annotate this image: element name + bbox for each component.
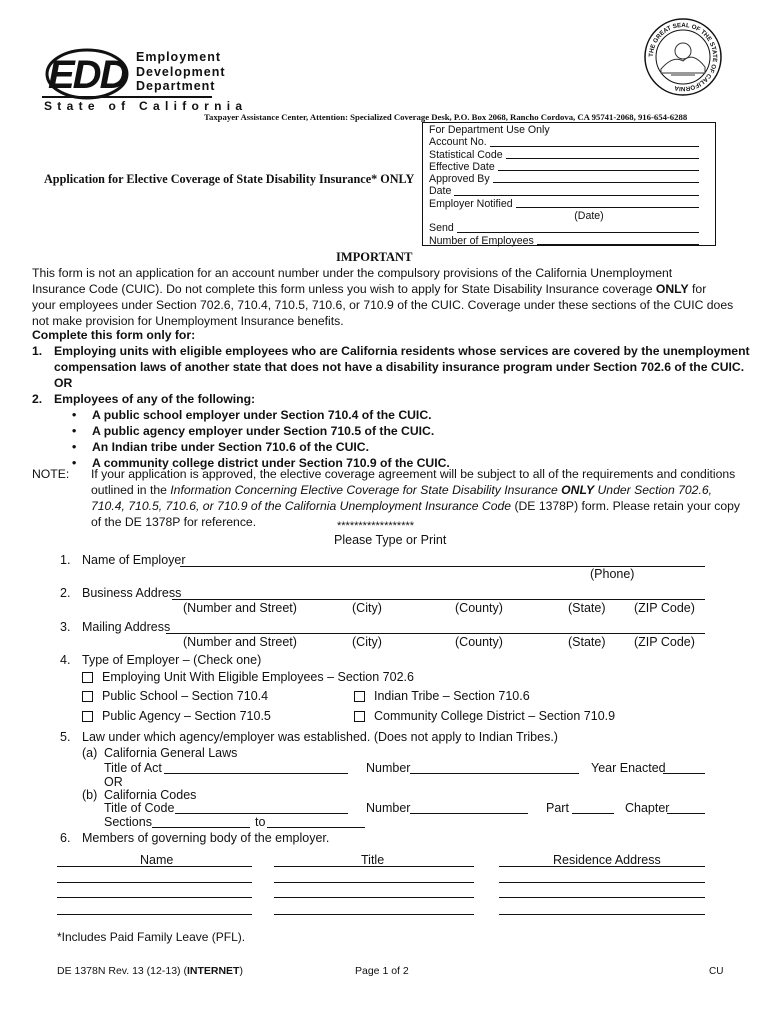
account-no-label: Account No. [429,136,487,149]
important-line-2 [32,281,752,297]
note-l2b: Information Concerning Elective Coverage for State Disability Insurance [170,483,562,497]
q2-caption-city: (City) [352,601,382,615]
q5-a-label: California General Laws [104,746,238,760]
member-name-field[interactable] [57,866,252,867]
q3-number: 3. [60,620,71,634]
approved-by-field[interactable] [493,173,699,183]
option-employing-unit: Employing Unit With Eligible Employees – Section 702.6 [102,670,414,684]
important-only: ONLY [655,282,689,296]
q1-label: Name of Employer [82,553,186,567]
chapter-field[interactable] [667,813,705,814]
q6-label: Members of governing body of the employer. [82,831,330,845]
footer-code: CU [709,966,724,977]
q3-caption-county: (County) [455,635,503,649]
member-name-field[interactable] [57,914,252,915]
number-of-employees-label: Number of Employees [429,234,534,247]
item-1-line-1: Employing units with eligible employees who are California residents whose services are covered by the unemployment [54,344,750,358]
employer-notified-row [429,198,709,210]
code-number-label: Number [366,801,411,815]
q5-label: Law under which agency/employer was established. (Does not apply to Indian Tribes.) [82,730,558,744]
q3-caption-zip: (ZIP Code) [634,635,695,649]
note-line-4: of the DE 1378P for reference. [91,515,257,529]
q3-caption-street: (Number and Street) [183,635,297,649]
state-seal [643,17,723,97]
dept-line-3: Department [136,79,216,93]
part-label: Part [546,801,569,815]
account-no-row [429,136,709,148]
note-line-1 [32,466,762,482]
note-l3b: (DE 1378P) form. Please retain your copy [511,499,741,513]
checkbox-public-agency[interactable] [82,711,93,722]
employer-notified-field[interactable] [516,198,699,208]
member-title-field[interactable] [274,914,474,915]
title-of-code-label: Title of Code [104,801,175,815]
q5-or: OR [104,775,123,789]
state-rule [42,96,212,98]
important-line-2-text: Insurance Code (CUIC). Do not complete this form unless you wish to apply for State Disability Insurance coverage [32,282,656,296]
footnote: *Includes Paid Family Leave (PFL). [57,930,246,944]
option-indian-tribe: Indian Tribe – Section 710.6 [374,689,530,703]
bullet-icon: • [72,424,77,438]
act-number-field[interactable] [410,773,579,774]
important-line-3: your employees under Section 702.6, 710.4, 710.5, 710.6, or 710.9 of the CUIC. Coverage under these sections of the CUIC does [32,298,734,312]
code-number-field[interactable] [410,813,528,814]
complete-item-2 [32,391,752,407]
bullet-icon: • [72,408,77,422]
effective-date-label: Effective Date [429,160,495,173]
footer-form-c: ) [239,965,243,977]
q3-caption-state: (State) [568,635,606,649]
bullet-icon: • [72,456,77,470]
item-2-text: Employees of any of the following: [54,392,256,406]
chapter-label: Chapter [625,801,670,815]
q3-caption-city: (City) [352,635,382,649]
checkbox-public-school[interactable] [82,691,93,702]
note-l2a: outlined in the [91,483,171,497]
q6-number: 6. [60,831,71,845]
sections-from-field[interactable] [152,827,250,828]
note-label: NOTE: [32,467,70,481]
business-address-field[interactable] [172,599,705,600]
seal-icon [643,17,723,97]
q4-label: Type of Employer – (Check one) [82,653,262,667]
member-title-field[interactable] [274,866,474,867]
sections-label: Sections [104,815,152,829]
header-address: Taxpayer Assistance Center, Attention: Specialized Coverage Desk, P.O. Box 2068, Rancho Cordova, CA 95741-2068, 916-654-6288 [204,112,688,122]
item-1-line-2: compensation laws of another state that does not have a disability insurance program under Section 702.6 of the CUIC. [54,360,745,374]
q2-caption-state: (State) [568,601,606,615]
sections-to-label: to [255,815,266,829]
dept-line-1: Employment [136,50,222,64]
checkbox-indian-tribe[interactable] [354,691,365,702]
q2-label: Business Address [82,586,182,600]
bullet-2-text: A public agency employer under Section 710.5 of the CUIC. [92,424,435,438]
statistical-code-label: Statistical Code [429,148,503,161]
option-public-agency: Public Agency – Section 710.5 [102,709,271,723]
dept-use-box [422,122,716,246]
q5-b-label: California Codes [104,788,197,802]
bullet-3 [32,439,752,455]
statistical-code-field[interactable] [506,149,699,159]
important-line-4: not make provision for Unemployment Insurance benefits. [32,314,344,328]
year-enacted-label: Year Enacted [591,761,666,775]
dept-line-2: Development [136,64,226,79]
title-of-act-label: Title of Act [104,761,162,775]
account-no-field[interactable] [490,136,699,146]
q2-caption-street: (Number and Street) [183,601,297,615]
note-line-3 [32,498,762,514]
note-line-2 [32,482,762,498]
edd-logo-letters: EDD [48,53,127,97]
title-of-code-field[interactable] [175,813,348,814]
member-name-field[interactable] [57,882,252,883]
footer-page: Page 1 of 2 [355,965,409,977]
checkbox-community-college[interactable] [354,711,365,722]
important-heading: IMPORTANT [336,250,413,264]
member-address-field[interactable] [499,882,705,883]
q5-b-letter: (b) [82,788,98,802]
dept-name [136,50,226,94]
option-public-school: Public School – Section 710.4 [102,689,269,703]
item-1-number: 1. [32,344,43,358]
note-l1-text: If your application is approved, the elective coverage agreement will be subject to all of the requirements and conditions [91,467,736,481]
mailing-address-field[interactable] [166,633,705,634]
member-address-field[interactable] [499,914,705,915]
q2-number: 2. [60,586,71,600]
q3-label: Mailing Address [82,620,171,634]
item-2-number: 2. [32,392,43,406]
date-caption: (Date) [574,210,604,223]
approval-date-label: Date [429,185,452,198]
col-title-header: Title [361,853,385,867]
year-enacted-field[interactable] [663,773,705,774]
option-community-college: Community College District – Section 710.9 [374,709,616,723]
approved-by-label: Approved By [429,173,490,186]
please-type: Please Type or Print [334,533,447,547]
complete-section [32,327,752,471]
note-l3a: 710.4, 710.5, 710.6, or 710.9 of the California Unemployment Insurance Code [91,499,512,513]
number-of-employees-row [429,235,709,247]
important-paragraph [32,265,752,329]
approval-date-row [429,185,709,197]
q5-a-letter: (a) [82,746,98,760]
member-name-field[interactable] [57,897,252,898]
number-of-employees-field[interactable] [537,235,699,245]
member-title-field[interactable] [274,897,474,898]
send-field[interactable] [457,222,699,232]
note-l2d: Under Section 702.6, [594,483,712,497]
checkbox-employing-unit[interactable] [82,672,93,683]
complete-or: OR [54,376,73,390]
approved-by-row [429,173,709,185]
approval-date-field[interactable] [454,185,699,195]
member-title-field[interactable] [274,882,474,883]
title-of-act-field[interactable] [164,773,348,774]
note-l2c: ONLY [561,483,595,497]
col-address-header: Residence Address [553,853,661,867]
dept-use-heading: For Department Use Only [429,124,550,136]
seal-text: THE GREAT SEAL OF THE STATE OF CALIFORNIA [647,21,719,93]
bullet-icon: • [72,440,77,454]
q2-caption-zip: (ZIP Code) [634,601,695,615]
footer-form-a: DE 1378N Rev. 13 (12-13) ( [57,965,187,977]
member-address-field[interactable] [499,897,705,898]
important-for: for [688,282,707,296]
phone-caption: (Phone) [590,567,635,581]
q4-number: 4. [60,653,71,667]
bullet-3-text: An Indian tribe under Section 710.6 of the CUIC. [92,440,369,454]
effective-date-row [429,161,709,173]
svg-text:THE GREAT SEAL OF THE STATE OF [648,22,718,92]
statistical-code-row [429,149,709,161]
send-label: Send [429,222,454,235]
q2-caption-county: (County) [455,601,503,615]
act-number-label: Number [366,761,411,775]
bullet-1-text: A public school employer under Section 710.4 of the CUIC. [92,408,432,422]
col-name-header: Name [140,853,174,867]
bullet-4-text: A community college district under Section 710.9 of the CUIC. [92,456,450,470]
member-address-field[interactable] [499,866,705,867]
footer-form-b: INTERNET [186,965,240,977]
footer-form-number [57,965,243,977]
complete-heading: Complete this form only for: [32,328,196,342]
bullet-2 [32,423,752,439]
sections-to-field[interactable] [267,827,365,828]
employer-notified-label: Employer Notified [429,197,513,210]
state-name: State of California [44,99,248,113]
send-row [429,222,709,234]
separator-stars: ****************** [337,520,415,532]
q5-number: 5. [60,730,71,744]
form-title: Application for Elective Coverage of State Disability Insurance* ONLY [44,172,415,186]
q1-number: 1. [60,553,71,567]
complete-item-1 [32,343,752,359]
part-field[interactable] [572,813,614,814]
important-line-1: This form is not an application for an account number under the compulsory provisions of the California Unemployment [32,266,673,280]
effective-date-field[interactable] [498,161,699,171]
bullet-1 [32,407,752,423]
